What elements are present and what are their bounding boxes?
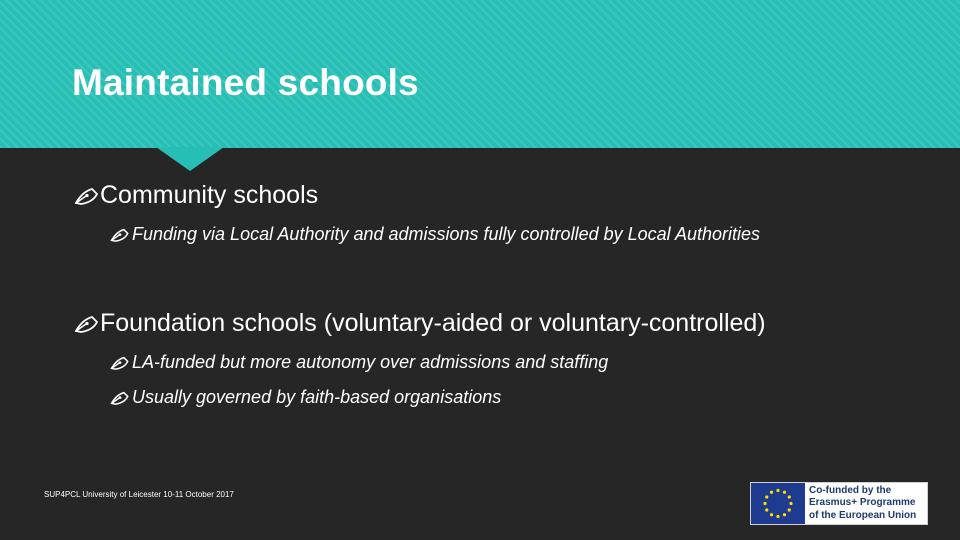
- title-banner-notch: [156, 147, 224, 171]
- eu-star: [789, 502, 792, 505]
- eu-badge-line-2: Erasmus+ Programme: [809, 497, 916, 509]
- bullet-text: Foundation schools (voluntary-aided or voluntary-controlled): [100, 309, 766, 337]
- eu-star: [770, 491, 773, 494]
- pen-nib-icon: [74, 314, 100, 334]
- sub-bullet-text: Usually governed by faith-based organisations: [132, 387, 502, 407]
- pen-nib-icon: [110, 355, 130, 371]
- sub-bullet-text: LA-funded but more autonomy over admissions and staffing: [132, 352, 609, 372]
- eu-star: [783, 513, 786, 516]
- pen-nib-icon: [74, 186, 100, 206]
- sub-bullet-text: Funding via Local Authority and admissions fully controlled by Local Authorities: [132, 224, 761, 244]
- eu-star: [776, 515, 779, 518]
- eu-star: [770, 513, 773, 516]
- eu-star: [783, 491, 786, 494]
- eu-star: [788, 508, 791, 511]
- slide-footer: SUP4PCL University of Leicester 10-11 October 2017: [44, 490, 234, 499]
- eu-star: [765, 495, 768, 498]
- eu-badge-line-1: Co-funded by the: [809, 484, 892, 496]
- bullet-foundation-schools: [74, 309, 766, 338]
- sub-bullet-funding: [110, 224, 760, 245]
- eu-star: [765, 508, 768, 511]
- sub-bullet-faith-based: [110, 387, 501, 408]
- eu-erasmus-badge: [750, 482, 928, 525]
- pen-nib-icon: [110, 227, 130, 243]
- eu-star: [788, 495, 791, 498]
- bullet-text: Community schools: [100, 181, 319, 209]
- pen-nib-icon: [110, 390, 130, 406]
- eu-flag-icon: [751, 483, 805, 524]
- eu-badge-text: [805, 483, 927, 524]
- eu-badge-line-3: of the European Union: [809, 509, 917, 521]
- sub-bullet-la-funded: [110, 352, 608, 373]
- eu-star: [776, 489, 779, 492]
- slide-title: Maintained schools: [72, 62, 419, 103]
- bullet-community-schools: [74, 181, 318, 210]
- eu-star: [763, 502, 766, 505]
